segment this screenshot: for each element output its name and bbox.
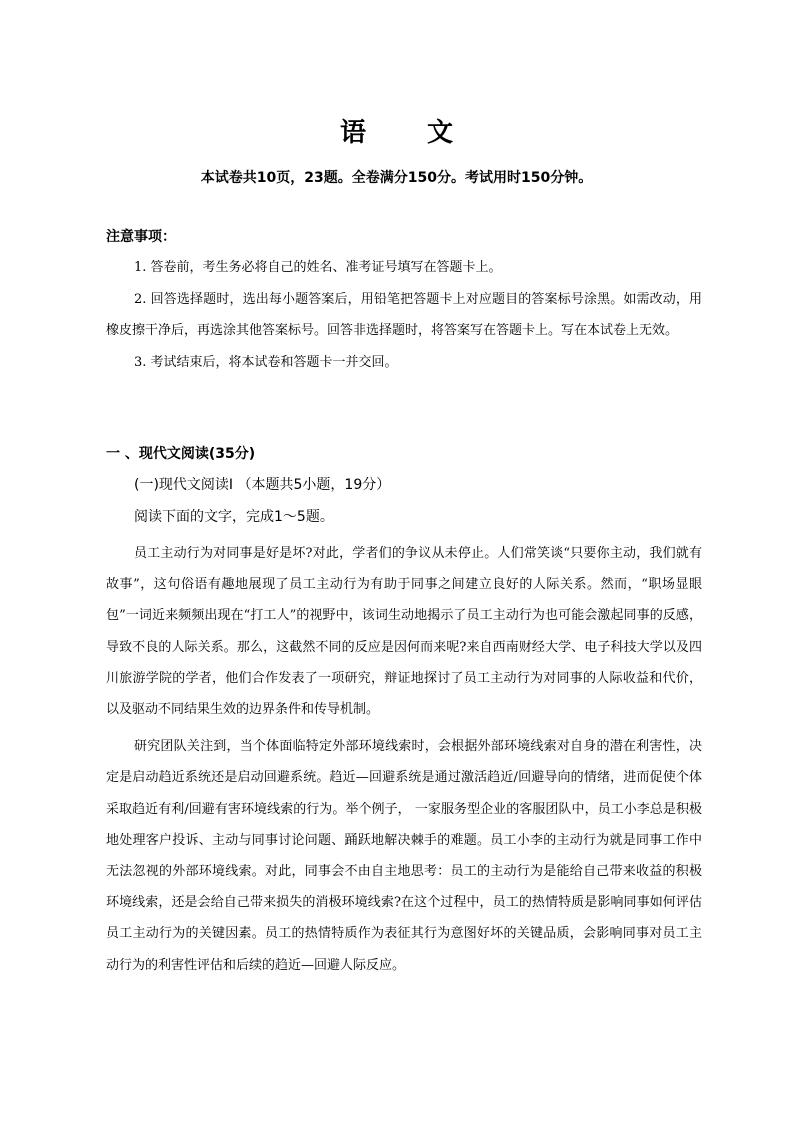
notice-heading: 注意事项： — [106, 229, 176, 245]
passage-paragraph: 研究团队关注到，当个体面临特定外部环境线索时，会根据外部环境线索对自身的潜在利害性，决定是启动趋近系统还是启动回避系统。趋近—回避系统是通过激活趋近/回避导向的情绪，进而促使个体采取趋近有利/回避有害环境线索的行为。举个例子， 一家服务型企业的客服团队中，员工小李总是积极地处理客户投诉、主动与同事讨论问题、踊跃地解决棘手的难题。员工小李的主动行为就是同事工作中无法忽视的外部环境线索。对此，同事会不由自主地思考：员工的主动行为是能给自己带来收益的积极环境线索，还是会给自己带来损失的消极环境线索?在这个过程中，员工的热情特质是影响同事如何评估员工主动行为的关键因素。员工的热情特质作为表征其行为意图好坏的关键品质，会影响同事对员工主动行为的利害性评估和后续的趋近—回避人际反应。 — [106, 739, 702, 973]
notice-item: 2. 回答选择题时，选出每小题答案后，用铅笔把答题卡上对应题目的答案标号涂黑。如需改动，用橡皮擦干净后，再选涂其他答案标号。回答非选择题时，将答案写在答题卡上。写在本试卷上无效。 — [106, 291, 702, 338]
notice-item: 3. 考试结束后，将本试卷和答题卡一并交回。 — [134, 354, 398, 370]
passage-paragraph: 员工主动行为对同事是好是坏?对此，学者们的争议从未停止。人们常笑谈“只要你主动，我们就有故事”，这句俗语有趣地展现了员工主动行为有助于同事之间建立良好的人际关系。然而，“职场显眼包”一词近来频频出现在“打工人”的视野中，该词生动地揭示了员工主动行为也可能会激起同事的反感，导致不良的人际关系。那么，这截然不同的反应是因何而来呢?来自西南财经大学、电子科技大学以及四川旅游学院的学者，他们合作发表了一项研究，辩证地探讨了员工主动行为对同事的人际收益和代价，以及驱动不同结果生效的边界条件和传导机制。 — [106, 546, 702, 718]
reading-passage — [106, 538, 702, 987]
section-heading: 一 、现代文阅读(35分) — [106, 446, 256, 462]
sub-section-heading: (一)现代文阅读I （本题共5小题，19分） — [134, 477, 391, 493]
notice-item: 1. 答卷前，考生务必将自己的姓名、准考证号填写在答题卡上。 — [134, 260, 502, 275]
notice-list — [106, 252, 702, 378]
page-title: 语 文 — [339, 118, 480, 148]
exam-info: 本试卷共10页，23题。全卷满分150分。考试用时150分钟。 — [200, 170, 593, 186]
reading-instruction: 阅读下面的文字，完成1～5题。 — [134, 509, 334, 525]
